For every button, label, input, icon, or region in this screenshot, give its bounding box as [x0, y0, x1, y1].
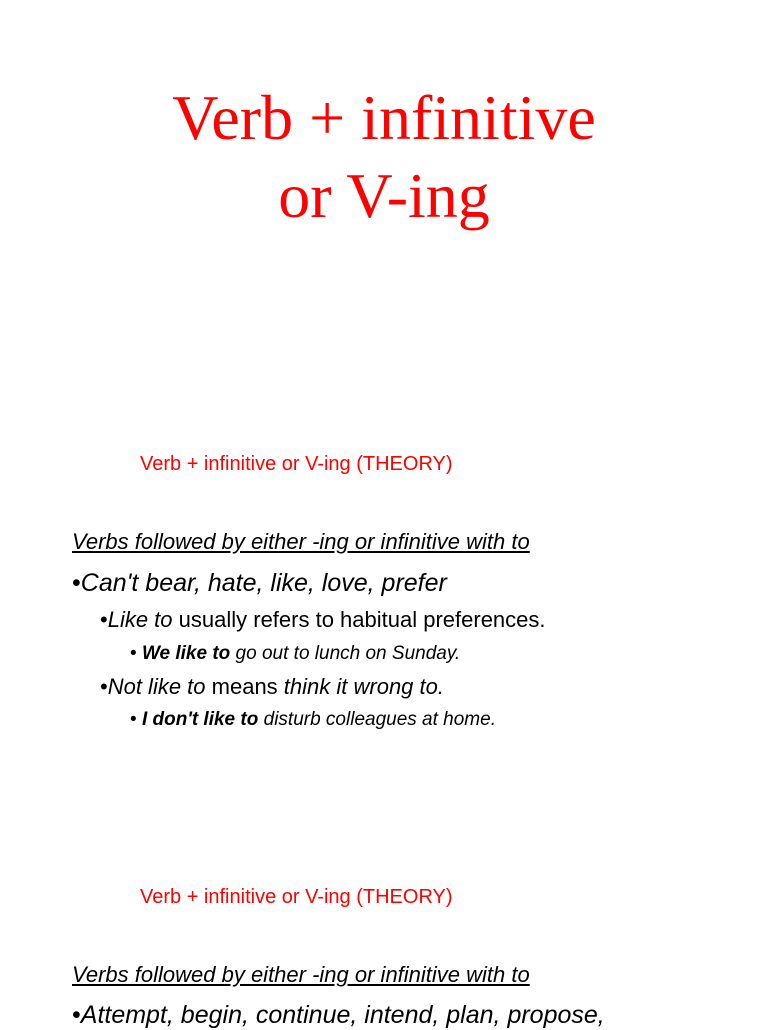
bullet-glyph: •: [130, 643, 137, 664]
bullet-glyph: •: [72, 569, 81, 597]
slide-3-heading: Verbs followed by either -ing or infinitive with to: [72, 962, 530, 987]
slide-2-bullet: [72, 568, 447, 598]
bullet-glyph: •: [130, 709, 137, 730]
slide-2-subbullet-1: [100, 606, 546, 634]
slide-2-subtitle: Verb + infinitive or V-ing (THEORY): [140, 453, 453, 475]
slide-2-example-2: [130, 708, 496, 732]
slide-2-subbullet-2: [100, 673, 444, 701]
bullet-text: Attempt, begin, continue, intend, plan, propose,: [80, 1001, 605, 1029]
example-bold: We like to: [141, 643, 231, 664]
slide-title-line-1: Verb + infinitive: [172, 82, 596, 153]
bullet-glyph: •: [100, 674, 108, 699]
subbullet-italic: Not like to: [107, 674, 206, 699]
subbullet-text: usually refers to habitual preferences.: [172, 607, 546, 632]
bullet-glyph: •: [100, 607, 108, 632]
slide-3-subtitle: Verb + infinitive or V-ing (THEORY): [140, 886, 453, 908]
slide-3-bullet: [72, 1000, 605, 1030]
subbullet-italic: Like to: [107, 607, 173, 632]
example-text: disturb colleagues at home.: [258, 709, 496, 730]
example-text: go out to lunch on Sunday.: [230, 643, 461, 664]
slide-2-heading: Verbs followed by either -ing or infinitive with to: [72, 529, 530, 554]
bullet-text: Can't bear, hate, like, love, prefer: [80, 569, 447, 597]
subbullet-text: means: [205, 674, 284, 699]
slide-title-line-2: or V-ing: [278, 160, 490, 231]
slide-2-example-1: [130, 642, 460, 666]
example-bold: I don't like to: [141, 709, 259, 730]
bullet-glyph: •: [72, 1001, 81, 1029]
subbullet-italic-2: think it wrong to.: [283, 674, 444, 699]
